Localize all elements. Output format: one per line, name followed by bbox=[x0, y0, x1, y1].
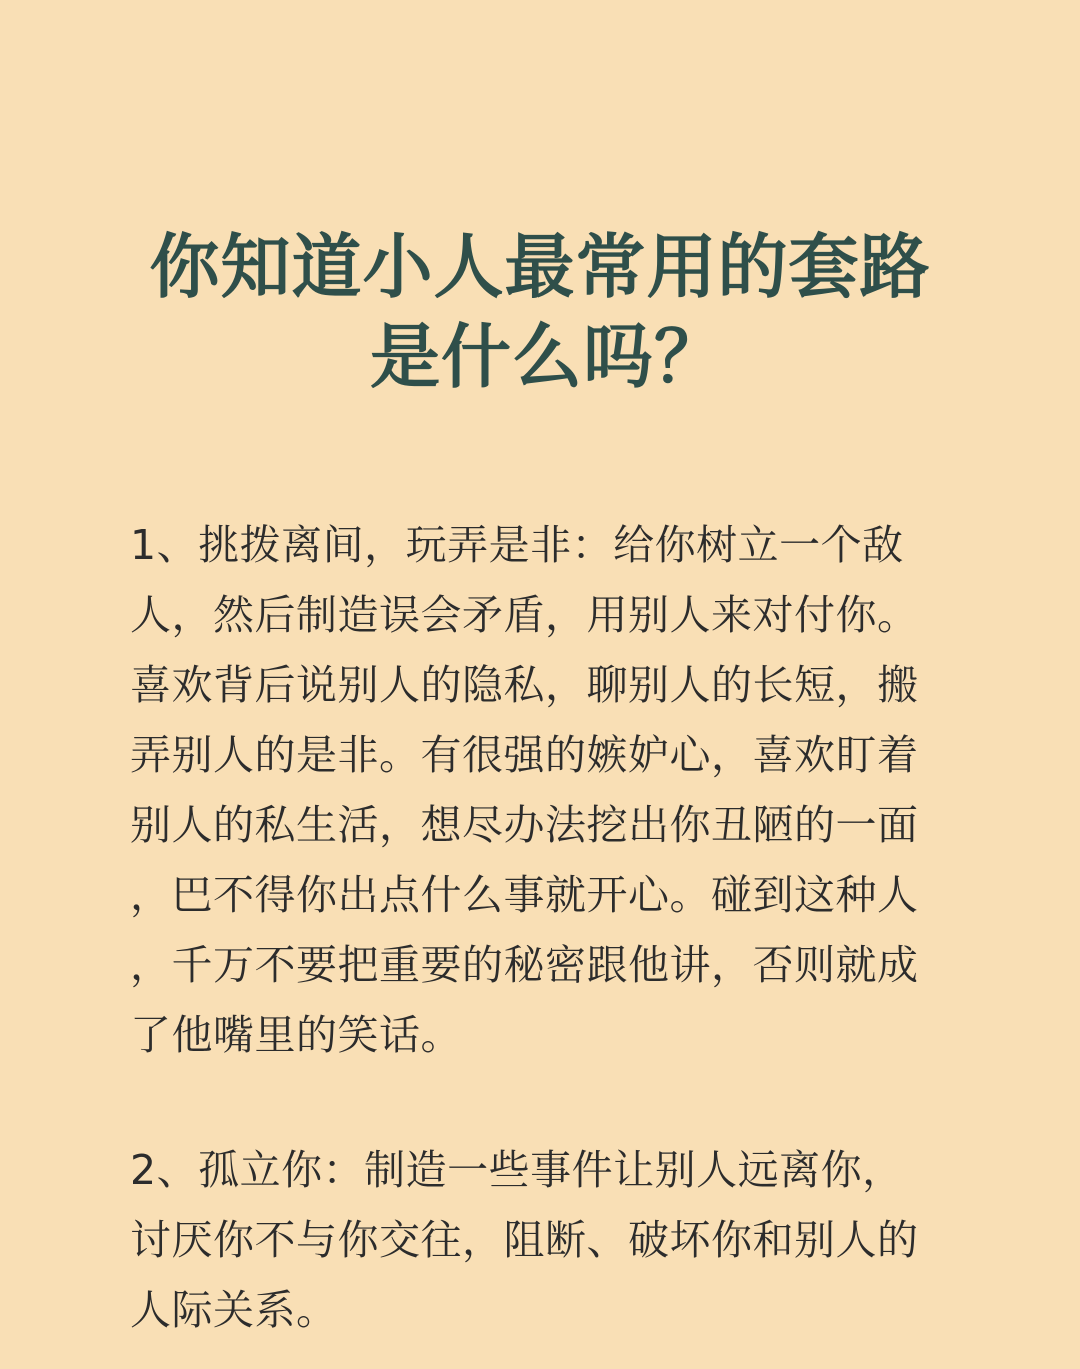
paragraph-line: 讨厌你不与你交往，阻断、破坏你和别人的 bbox=[130, 1216, 919, 1264]
title-line-2: 是什么吗？ bbox=[370, 316, 725, 398]
paragraph-line: 人，然后制造误会矛盾，用别人来对付你。 bbox=[130, 591, 919, 639]
paragraph-2 bbox=[130, 1135, 960, 1345]
paragraph-line: ，千万不要把重要的秘密跟他讲，否则就成 bbox=[130, 941, 919, 989]
title-line-1: 你知道小人最常用的套路 bbox=[149, 226, 931, 308]
paragraph-line: 弄别人的是非。有很强的嫉妒心，喜欢盯着 bbox=[130, 731, 919, 779]
paragraph-line: 别人的私生活，想尽办法挖出你丑陋的一面 bbox=[130, 801, 919, 849]
paragraph-line: ，巴不得你出点什么事就开心。碰到这种人 bbox=[130, 871, 919, 919]
paragraph-line: 喜欢背后说别人的隐私，聊别人的长短，搬 bbox=[130, 661, 919, 709]
paragraph-line: 了他嘴里的笑话。 bbox=[130, 1011, 462, 1059]
page-title bbox=[0, 222, 1080, 402]
paragraph-1 bbox=[130, 510, 960, 1070]
paragraph-line: 1、挑拨离间，玩弄是非：给你树立一个敌 bbox=[130, 521, 904, 569]
paragraph-line: 2、孤立你：制造一些事件让别人远离你， bbox=[130, 1146, 904, 1194]
paragraph-line: 人际关系。 bbox=[130, 1286, 338, 1334]
